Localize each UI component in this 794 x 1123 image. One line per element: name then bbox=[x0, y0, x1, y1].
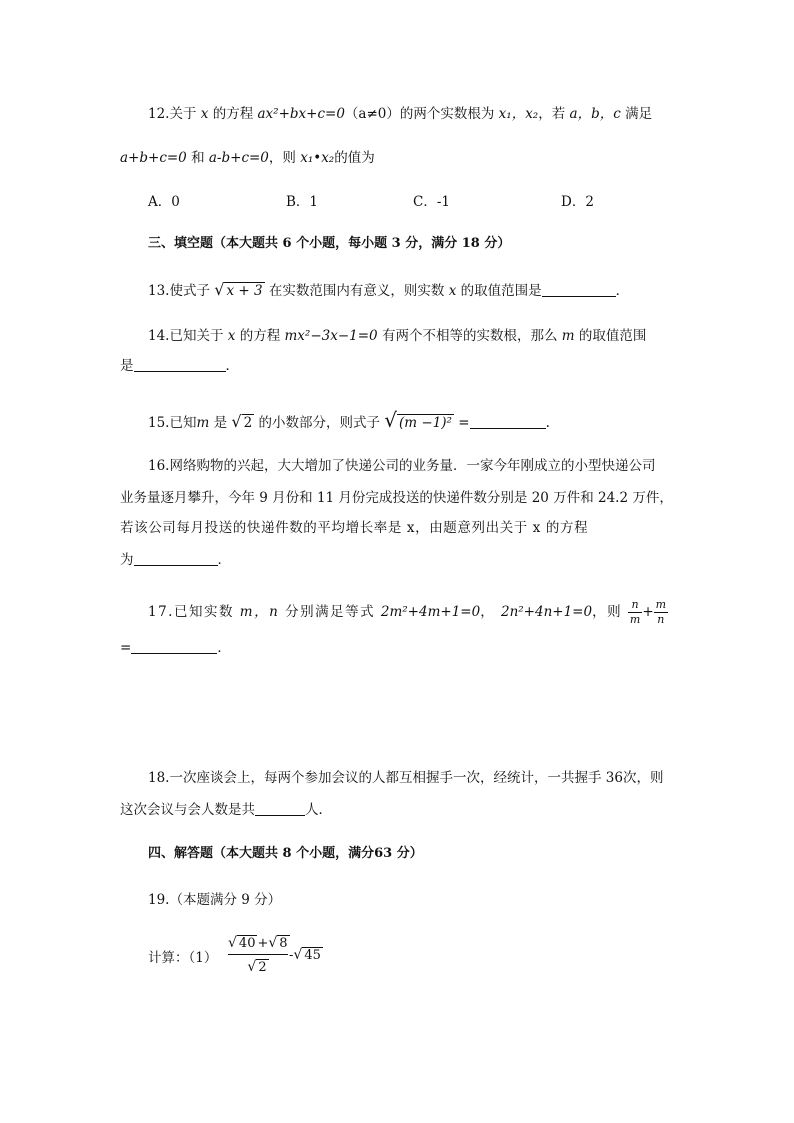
q19-expression bbox=[228, 934, 321, 980]
q13 bbox=[148, 280, 629, 301]
q15-expression: (m −1)² bbox=[399, 415, 452, 431]
q13-end: ． bbox=[615, 283, 630, 299]
q13-radicand: x + 3 bbox=[226, 283, 263, 299]
q15-text: 15.已知 bbox=[148, 415, 197, 431]
q17-equals: = bbox=[120, 640, 132, 656]
q12-line1 bbox=[148, 104, 652, 124]
q12-text: 满足 bbox=[625, 106, 653, 122]
q12-condition: （a≠0） bbox=[344, 106, 400, 122]
q12-option-b[interactable]: B．1 bbox=[286, 194, 319, 210]
q17-line1 bbox=[148, 598, 668, 627]
q15-end: . bbox=[545, 415, 550, 431]
q14-var-m: m bbox=[561, 328, 575, 344]
q18-line2 bbox=[120, 800, 332, 820]
q18-text: 人． bbox=[305, 802, 332, 818]
q17-answer-blank[interactable] bbox=[131, 639, 217, 654]
q12-eq1: a+b+c=0 bbox=[120, 150, 187, 166]
q14-line1 bbox=[148, 326, 646, 346]
q14-text: 的方程 bbox=[239, 328, 281, 344]
q12-option-c[interactable]: C．-1 bbox=[413, 194, 450, 210]
q15-sqrt-expr: √ (m −1)² bbox=[384, 408, 452, 432]
q19-denominator: √ 2 bbox=[247, 959, 267, 975]
q12-text: 的方程 bbox=[212, 106, 254, 122]
q19-part1 bbox=[148, 948, 217, 968]
q15-var-m: m bbox=[196, 415, 210, 431]
q12-option-d[interactable]: D．2 bbox=[561, 194, 594, 210]
q19-tail: -√ 45 bbox=[289, 947, 321, 963]
q12-product: x₁•x₂ bbox=[300, 150, 335, 166]
q12-text: 和 bbox=[191, 150, 205, 166]
q14-text: 14.已知关于 bbox=[148, 328, 224, 344]
q17-fraction-m-over-n bbox=[654, 598, 668, 627]
q17-end: ． bbox=[217, 640, 231, 656]
q19-numerator: √ 40 +√ 8 bbox=[228, 935, 288, 951]
q12-text: 的两个实数根为 bbox=[399, 106, 495, 122]
q16-line4 bbox=[120, 550, 231, 570]
q12-var-x: x bbox=[200, 106, 209, 122]
q15-answer-blank[interactable] bbox=[470, 414, 546, 429]
q15-text: 是 bbox=[213, 415, 228, 431]
q17-line2 bbox=[120, 638, 231, 658]
q19-label: 计算：（1） bbox=[148, 950, 218, 966]
q19-minus: - bbox=[289, 948, 294, 963]
q18-answer-blank[interactable] bbox=[255, 801, 305, 816]
q15-sqrt2: √ 2 bbox=[231, 412, 253, 431]
q12-roots: x₁，x₂ bbox=[498, 106, 539, 122]
q15-radicand: 2 bbox=[243, 415, 253, 431]
q16-line2: 业务量逐月攀升，今年 9 月份和 11 月份完成投送的快递件数分别是 20 万件和 24.2 万件， bbox=[120, 490, 673, 506]
q12-text: 的值为 bbox=[334, 150, 375, 166]
q13-text: 13.使式子 bbox=[148, 283, 210, 299]
q12-option-a[interactable]: A．0 bbox=[148, 194, 180, 210]
q14-end: ． bbox=[225, 358, 239, 374]
q18-line1: 18.一次座谈会上，每两个参加会议的人都互相握手一次，经统计，一共握手 36次，则 bbox=[148, 770, 664, 786]
q14-line2 bbox=[120, 356, 239, 376]
q13-var-x: x bbox=[448, 283, 457, 299]
q16-end: ． bbox=[217, 552, 231, 568]
q12-line2 bbox=[120, 148, 375, 168]
q17-eq2: 2n²+4n+1=0 bbox=[500, 604, 593, 620]
q12-equation: ax²+bx+c=0 bbox=[257, 106, 345, 122]
q15-equals: = bbox=[458, 415, 470, 431]
q17-separator: ， bbox=[480, 604, 496, 620]
q17-vars: m，n bbox=[239, 604, 280, 620]
q17-eq1: 2m²+4m+1=0 bbox=[380, 604, 481, 620]
q16-line1: 16.网络购物的兴起，大大增加了快递公司的业务量．一家今年刚成立的小型快递公司 bbox=[148, 458, 656, 474]
q17-frac1-numerator: n bbox=[628, 598, 642, 613]
q14-answer-blank[interactable] bbox=[134, 357, 226, 372]
q14-text: 的取值范围 bbox=[578, 328, 647, 344]
q12-eq2: a-b+c=0 bbox=[208, 150, 269, 166]
q19-radicand-2: 2 bbox=[258, 960, 267, 975]
q17-plus: + bbox=[642, 604, 654, 620]
q17-text: 分别满足等式 bbox=[285, 604, 376, 620]
q14-var-x: x bbox=[227, 328, 236, 344]
q12-text: ，若 bbox=[538, 106, 566, 122]
q17-fraction-n-over-m bbox=[628, 598, 642, 627]
q14-text: 有两个不相等的实数根，那么 bbox=[381, 328, 558, 344]
q15 bbox=[148, 410, 550, 433]
q17-frac1-denominator: m bbox=[629, 613, 641, 626]
q18-text: 这次会议与会人数是共 bbox=[120, 802, 255, 818]
q16-text: 为 bbox=[120, 552, 134, 568]
section-3-title: 三、填空题（本大题共 6 个小题，每小题 3 分，满分 18 分） bbox=[148, 236, 511, 251]
q17-text: ，则 bbox=[592, 604, 623, 620]
q19-fraction-bar bbox=[228, 954, 288, 955]
q14-equation: mx²−3x−1=0 bbox=[284, 328, 378, 344]
q13-text: 的取值范围是 bbox=[460, 283, 542, 299]
q19-plus: + bbox=[257, 936, 269, 951]
q17-frac2-denominator: n bbox=[657, 613, 665, 626]
q17-frac2-numerator: m bbox=[655, 598, 667, 611]
q12-text: ，则 bbox=[268, 150, 296, 166]
q19-radicand-8: 8 bbox=[279, 936, 288, 951]
q16-answer-blank[interactable] bbox=[134, 551, 218, 566]
q13-answer-blank[interactable] bbox=[542, 282, 616, 297]
q16-line3: 若该公司每月投送的快递件数的平均增长率是 x，由题意列出关于 x 的方程 bbox=[120, 520, 589, 536]
q13-text: 在实数范围内有意义，则实数 bbox=[268, 283, 445, 299]
q17-text: 17.已知实数 bbox=[148, 604, 234, 620]
q12-abc: a，b，c bbox=[569, 106, 621, 122]
q12-text: 12.关于 bbox=[148, 106, 197, 122]
q19-radicand-45: 45 bbox=[304, 948, 321, 963]
q14-text: 是 bbox=[120, 358, 134, 374]
q19-header: 19.（本题满分 9 分） bbox=[148, 892, 282, 908]
q15-text: 的小数部分，则式子 bbox=[258, 415, 380, 431]
q19-radicand-40: 40 bbox=[238, 936, 256, 951]
q13-sqrt: √ x + 3 bbox=[214, 280, 263, 299]
section-4-title: 四、解答题（本大题共 8 个小题，满分63 分） bbox=[148, 846, 423, 861]
